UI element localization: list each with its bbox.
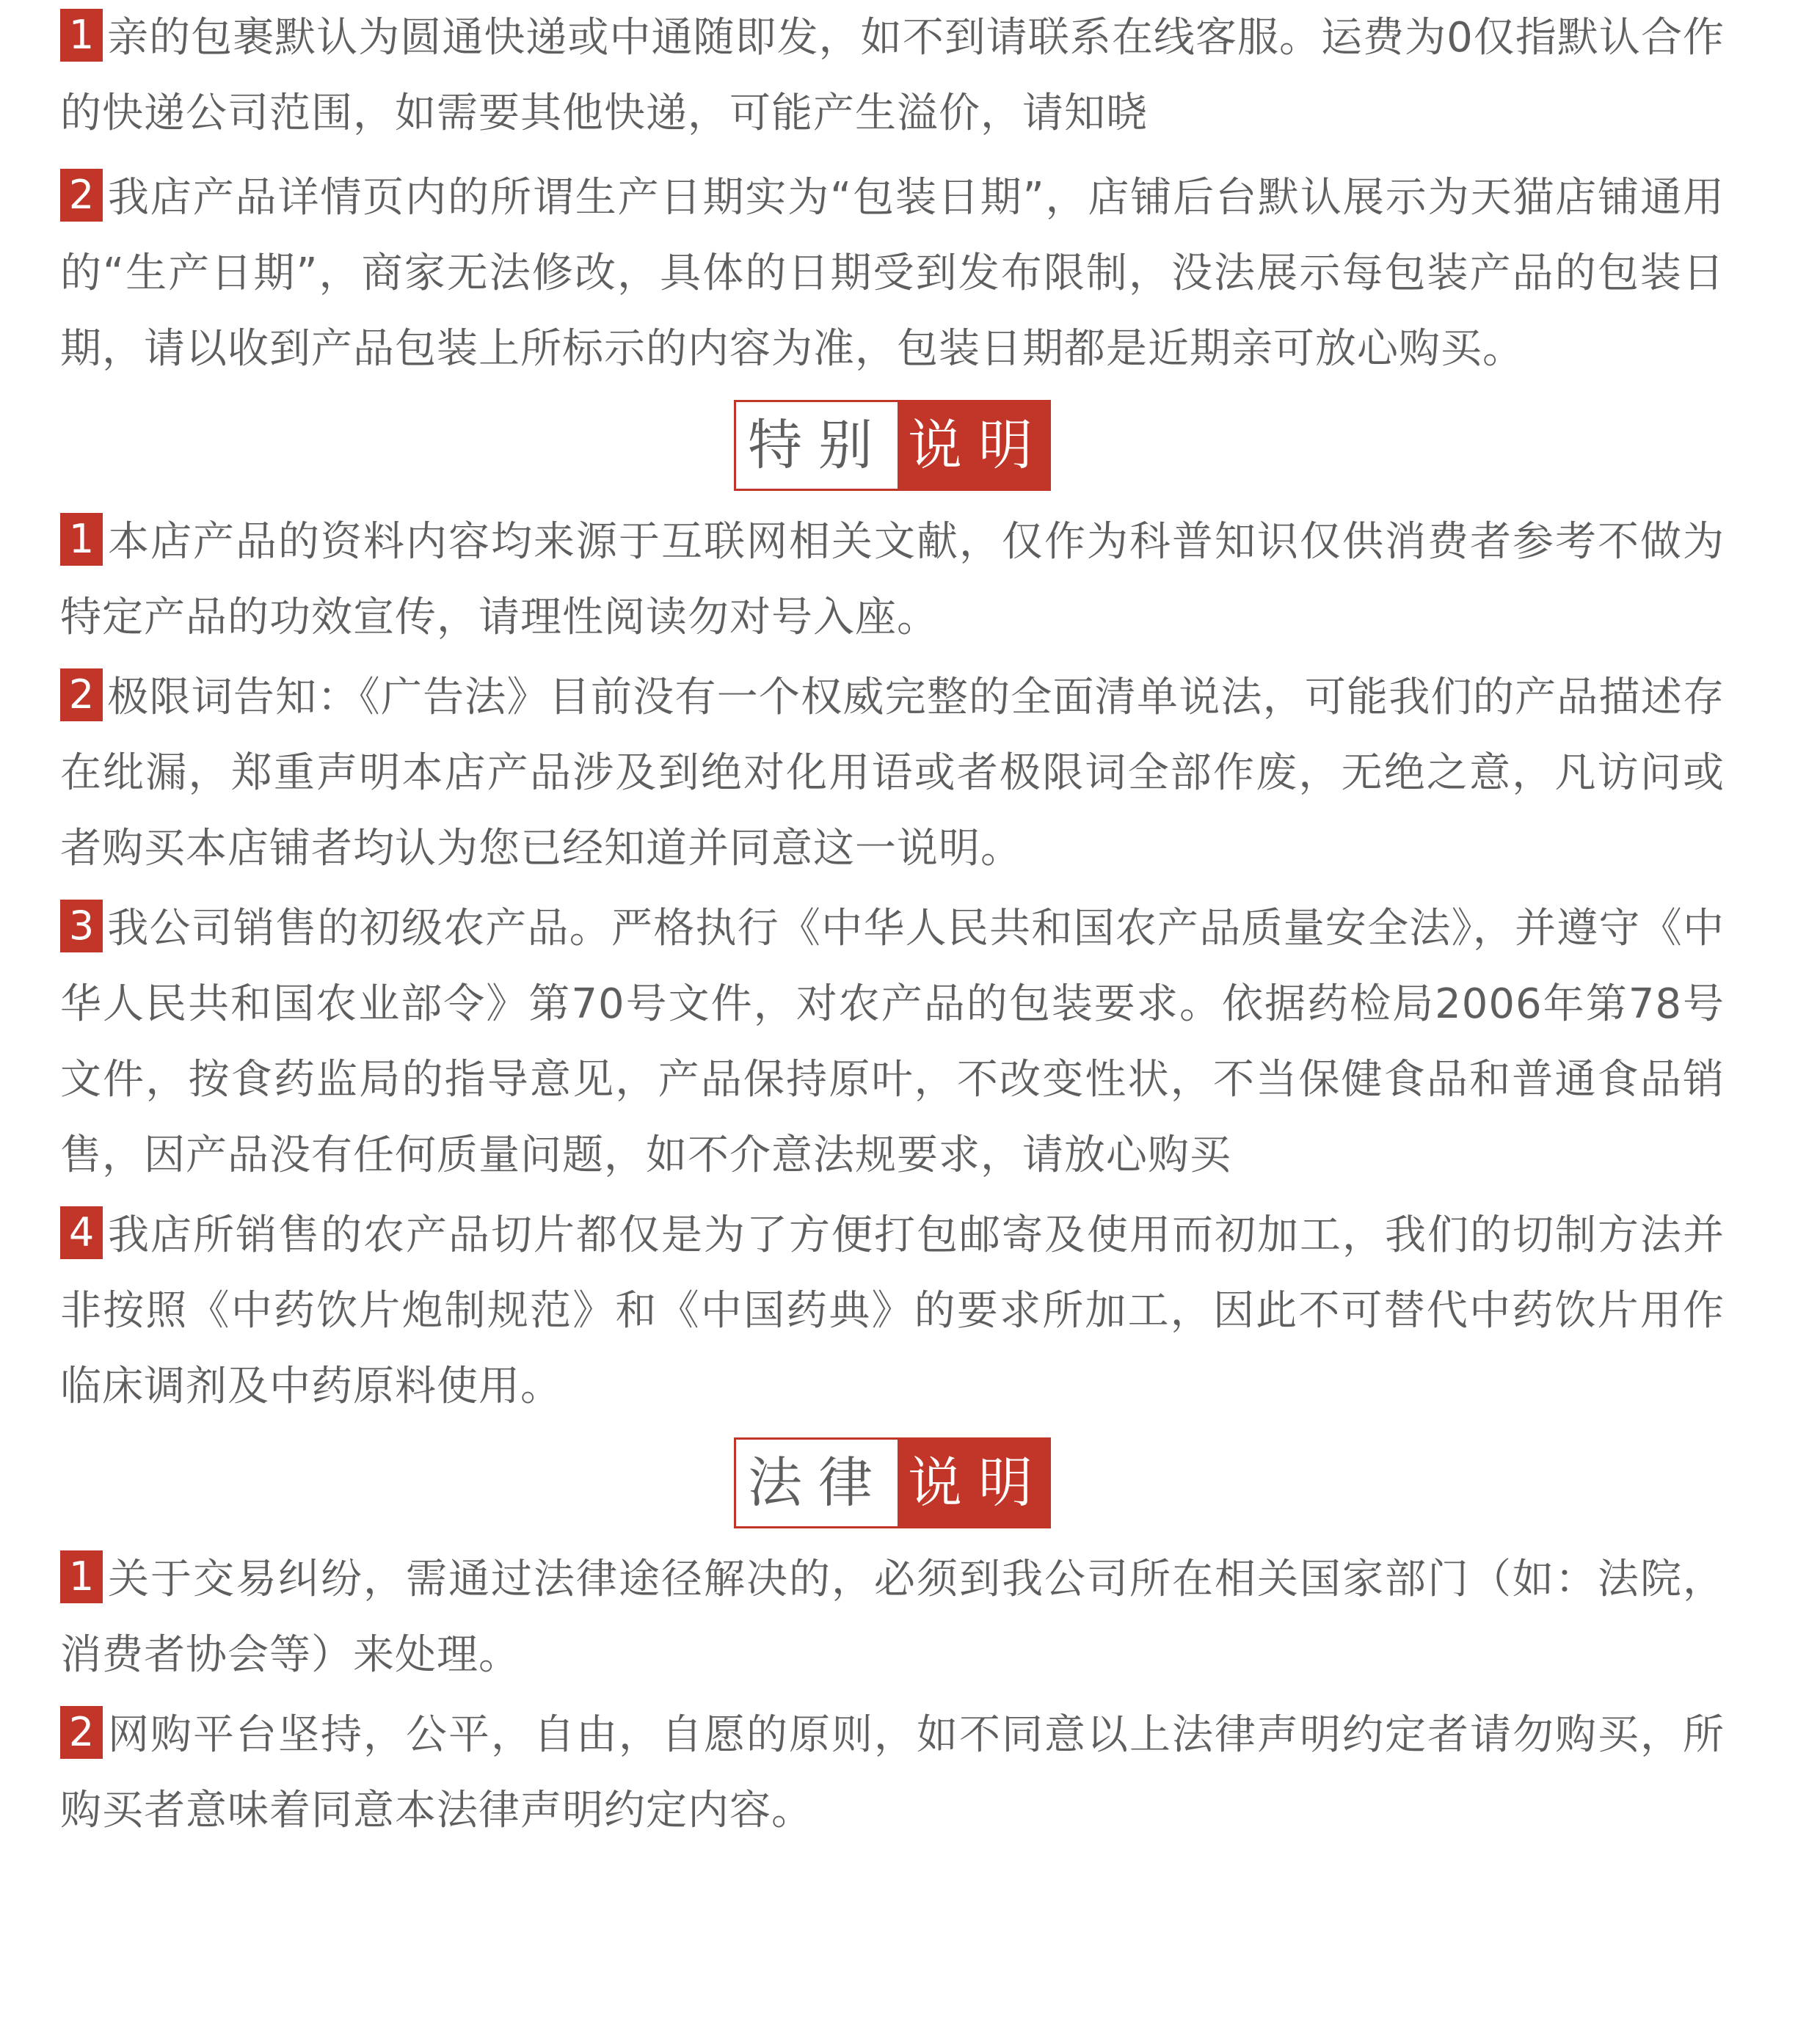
heading-right-text: 说明 xyxy=(898,402,1049,489)
shipping-item-1 xyxy=(60,0,1725,151)
legal-heading xyxy=(734,1437,1051,1528)
item-text: 亲的包裹默认为圆通快递或中通随即发，如不到请联系在线客服。运费为0仅指默认合作的快递公司范围，如需要其他快递，可能产生溢价，请知晓 xyxy=(60,14,1725,137)
special-heading-wrap xyxy=(60,400,1725,491)
legal-heading-wrap xyxy=(60,1437,1725,1528)
item-text: 我店产品详情页内的所谓生产日期实为“包装日期”，店铺后台默认展示为天猫店铺通用的“生产日期”，商家无法修改，具体的日期受到发布限制，没法展示每包装产品的包装日期，请以收到产品包装上所标示的内容为准，包装日期都是近期亲可放心购买。 xyxy=(60,174,1725,373)
special-item-2 xyxy=(60,660,1725,886)
item-text: 我店所销售的农产品切片都仅是为了方便打包邮寄及使用而初加工，我们的切制方法并非按照《中药饮片炮制规范》和《中国药典》的要求所加工，因此不可替代中药饮片用作临床调剂及中药原料使用。 xyxy=(60,1211,1725,1410)
item-number-badge: 2 xyxy=(60,169,103,222)
item-number-badge: 3 xyxy=(60,900,103,952)
item-number-badge: 2 xyxy=(60,1706,103,1759)
heading-left-text: 法律 xyxy=(736,1440,898,1526)
special-item-3 xyxy=(60,891,1725,1193)
item-text: 极限词告知：《广告法》目前没有一个权威完整的全面清单说法，可能我们的产品描述存在纰漏，郑重声明本店产品涉及到绝对化用语或者极限词全部作废，无绝之意，凡访问或者购买本店铺者均认为您已经知道并同意这一说明。 xyxy=(60,674,1725,872)
heading-left-text: 特别 xyxy=(736,402,898,489)
item-number-badge: 1 xyxy=(60,513,103,566)
item-number-badge: 1 xyxy=(60,1550,103,1603)
special-item-1 xyxy=(60,504,1725,655)
legal-item-2 xyxy=(60,1697,1725,1848)
special-item-4 xyxy=(60,1198,1725,1424)
special-heading xyxy=(734,400,1051,491)
legal-item-1 xyxy=(60,1542,1725,1693)
item-text: 网购平台坚持，公平，自由，自愿的原则，如不同意以上法律声明约定者请勿购买，所购买者意味着同意本法律声明约定内容。 xyxy=(60,1711,1725,1834)
item-number-badge: 2 xyxy=(60,668,103,721)
heading-right-text: 说明 xyxy=(898,1440,1049,1526)
item-number-badge: 1 xyxy=(60,9,103,62)
item-text: 关于交易纠纷，需通过法律途径解决的，必须到我公司所在相关国家部门（如：法院，消费者协会等）来处理。 xyxy=(60,1556,1725,1679)
item-number-badge: 4 xyxy=(60,1206,103,1259)
item-text: 我公司销售的初级农产品。严格执行《中华人民共和国农产品质量安全法》，并遵守《中华人民共和国农业部令》第70号文件，对农产品的包装要求。依据药检局2006年第78号文件，按食药监局的指导意见，产品保持原叶，不改变性状，不当保健食品和普通食品销售，因产品没有任何质量问题，如不介意法规要求，请放心购买 xyxy=(60,905,1725,1179)
item-text: 本店产品的资料内容均来源于互联网相关文献，仅作为科普知识仅供消费者参考不做为特定产品的功效宣传，请理性阅读勿对号入座。 xyxy=(60,518,1725,641)
shipping-item-2 xyxy=(60,160,1725,387)
